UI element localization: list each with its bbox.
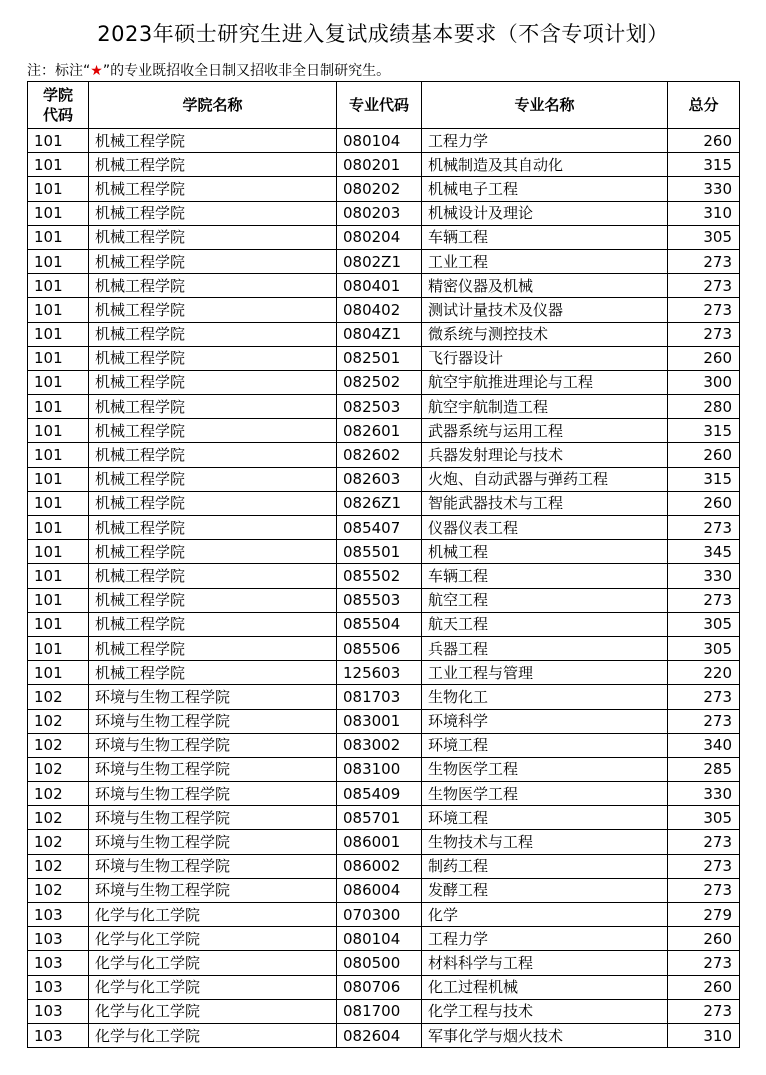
cell-college-code: 101 — [28, 661, 89, 685]
header-major-code: 专业代码 — [337, 82, 422, 129]
table-row — [28, 516, 740, 540]
cell-college-code: 101 — [28, 467, 89, 491]
cell-major-name: 化学 — [422, 903, 668, 927]
table-body — [28, 129, 740, 1048]
cell-college-code: 101 — [28, 177, 89, 201]
cell-total-score: 273 — [668, 685, 740, 709]
cell-total-score: 273 — [668, 516, 740, 540]
cell-college-code: 103 — [28, 975, 89, 999]
cell-major-name: 机械工程 — [422, 540, 668, 564]
cell-major-name: 兵器工程 — [422, 636, 668, 660]
cell-major-code: 086004 — [337, 878, 422, 902]
cell-college-name: 机械工程学院 — [89, 491, 337, 515]
cell-major-code: 080104 — [337, 129, 422, 153]
cell-total-score: 280 — [668, 395, 740, 419]
cell-total-score: 273 — [668, 999, 740, 1023]
cell-total-score: 279 — [668, 903, 740, 927]
cell-major-name: 材料科学与工程 — [422, 951, 668, 975]
cell-major-name: 化工过程机械 — [422, 975, 668, 999]
cell-major-code: 086001 — [337, 830, 422, 854]
cell-college-name: 环境与生物工程学院 — [89, 878, 337, 902]
cell-major-name: 车辆工程 — [422, 564, 668, 588]
cell-major-name: 工业工程与管理 — [422, 661, 668, 685]
table-row — [28, 274, 740, 298]
cell-college-code: 101 — [28, 298, 89, 322]
cell-total-score: 273 — [668, 249, 740, 273]
cell-major-code: 082604 — [337, 1023, 422, 1047]
table-row — [28, 782, 740, 806]
cell-major-code: 083002 — [337, 733, 422, 757]
cell-college-name: 机械工程学院 — [89, 201, 337, 225]
cell-college-code: 102 — [28, 757, 89, 781]
table-row — [28, 540, 740, 564]
cell-major-code: 0826Z1 — [337, 491, 422, 515]
cell-major-name: 生物医学工程 — [422, 757, 668, 781]
cell-college-code: 101 — [28, 443, 89, 467]
cell-major-name: 生物化工 — [422, 685, 668, 709]
cell-college-name: 机械工程学院 — [89, 249, 337, 273]
table-row — [28, 999, 740, 1023]
cell-total-score: 273 — [668, 951, 740, 975]
cell-major-code: 085504 — [337, 612, 422, 636]
cell-major-code: 080401 — [337, 274, 422, 298]
cell-major-code: 082501 — [337, 346, 422, 370]
cell-college-code: 103 — [28, 927, 89, 951]
cell-college-code: 102 — [28, 685, 89, 709]
table-row — [28, 757, 740, 781]
table-row — [28, 298, 740, 322]
header-college-name: 学院名称 — [89, 82, 337, 129]
cell-major-name: 工程力学 — [422, 927, 668, 951]
cell-total-score: 273 — [668, 830, 740, 854]
cell-major-code: 085407 — [337, 516, 422, 540]
note-suffix: ”的专业既招收全日制又招收非全日制研究生。 — [102, 63, 391, 79]
table-row — [28, 395, 740, 419]
table-row — [28, 975, 740, 999]
cell-major-name: 航空工程 — [422, 588, 668, 612]
cell-college-name: 环境与生物工程学院 — [89, 782, 337, 806]
cell-college-name: 环境与生物工程学院 — [89, 854, 337, 878]
cell-college-name: 环境与生物工程学院 — [89, 757, 337, 781]
cell-major-name: 车辆工程 — [422, 225, 668, 249]
cell-major-name: 精密仪器及机械 — [422, 274, 668, 298]
cell-college-code: 101 — [28, 612, 89, 636]
cell-total-score: 273 — [668, 878, 740, 902]
cell-major-name: 智能武器技术与工程 — [422, 491, 668, 515]
table-row — [28, 733, 740, 757]
cell-major-code: 081703 — [337, 685, 422, 709]
table-row — [28, 806, 740, 830]
cell-major-name: 发酵工程 — [422, 878, 668, 902]
table-row — [28, 153, 740, 177]
cell-major-name: 火炮、自动武器与弹药工程 — [422, 467, 668, 491]
cell-college-code: 102 — [28, 782, 89, 806]
cell-college-name: 机械工程学院 — [89, 177, 337, 201]
cell-college-code: 102 — [28, 709, 89, 733]
cell-total-score: 305 — [668, 612, 740, 636]
cell-total-score: 305 — [668, 225, 740, 249]
table-row — [28, 419, 740, 443]
cell-college-name: 环境与生物工程学院 — [89, 709, 337, 733]
cell-major-name: 飞行器设计 — [422, 346, 668, 370]
cell-college-name: 机械工程学院 — [89, 322, 337, 346]
cell-total-score: 305 — [668, 636, 740, 660]
cell-major-name: 工业工程 — [422, 249, 668, 273]
cell-college-name: 环境与生物工程学院 — [89, 830, 337, 854]
cell-total-score: 315 — [668, 467, 740, 491]
cell-total-score: 315 — [668, 153, 740, 177]
cell-college-code: 103 — [28, 903, 89, 927]
cell-college-code: 102 — [28, 806, 89, 830]
cell-total-score: 315 — [668, 419, 740, 443]
table-row — [28, 709, 740, 733]
cell-major-code: 080706 — [337, 975, 422, 999]
cell-college-code: 101 — [28, 201, 89, 225]
cell-college-name: 机械工程学院 — [89, 129, 337, 153]
cell-total-score: 300 — [668, 370, 740, 394]
cell-major-code: 0802Z1 — [337, 249, 422, 273]
cell-major-name: 化学工程与技术 — [422, 999, 668, 1023]
cell-total-score: 260 — [668, 975, 740, 999]
cell-total-score: 310 — [668, 201, 740, 225]
cell-major-name: 航空宇航推进理论与工程 — [422, 370, 668, 394]
table-row — [28, 685, 740, 709]
cell-major-code: 080204 — [337, 225, 422, 249]
table-row — [28, 564, 740, 588]
cell-college-code: 101 — [28, 540, 89, 564]
cell-total-score: 273 — [668, 298, 740, 322]
cell-major-code: 085506 — [337, 636, 422, 660]
cell-major-code: 082502 — [337, 370, 422, 394]
cell-college-name: 机械工程学院 — [89, 298, 337, 322]
cell-college-name: 机械工程学院 — [89, 153, 337, 177]
cell-major-name: 武器系统与运用工程 — [422, 419, 668, 443]
cell-college-code: 102 — [28, 854, 89, 878]
cell-major-name: 环境科学 — [422, 709, 668, 733]
cell-major-code: 085701 — [337, 806, 422, 830]
cell-major-code: 086002 — [337, 854, 422, 878]
cell-college-code: 101 — [28, 346, 89, 370]
cell-total-score: 330 — [668, 177, 740, 201]
table-row — [28, 1023, 740, 1047]
cell-college-name: 化学与化工学院 — [89, 975, 337, 999]
table-row — [28, 830, 740, 854]
header-college-code — [28, 82, 89, 129]
cell-college-name: 机械工程学院 — [89, 588, 337, 612]
cell-major-code: 080202 — [337, 177, 422, 201]
score-table — [27, 81, 740, 1048]
cell-major-name: 兵器发射理论与技术 — [422, 443, 668, 467]
table-row — [28, 661, 740, 685]
cell-major-code: 085502 — [337, 564, 422, 588]
cell-major-code: 080402 — [337, 298, 422, 322]
cell-college-name: 机械工程学院 — [89, 661, 337, 685]
cell-major-name: 机械制造及其自动化 — [422, 153, 668, 177]
cell-college-code: 102 — [28, 830, 89, 854]
table-row — [28, 201, 740, 225]
cell-total-score: 345 — [668, 540, 740, 564]
cell-major-code: 082503 — [337, 395, 422, 419]
cell-college-code: 101 — [28, 491, 89, 515]
cell-total-score: 220 — [668, 661, 740, 685]
cell-major-name: 环境工程 — [422, 733, 668, 757]
star-icon: ★ — [90, 63, 103, 79]
cell-college-name: 机械工程学院 — [89, 346, 337, 370]
cell-college-code: 101 — [28, 153, 89, 177]
table-row — [28, 249, 740, 273]
cell-major-code: 082601 — [337, 419, 422, 443]
cell-major-name: 测试计量技术及仪器 — [422, 298, 668, 322]
note-prefix: 注：标注“ — [27, 63, 91, 79]
cell-major-code: 083001 — [337, 709, 422, 733]
cell-college-code: 102 — [28, 878, 89, 902]
cell-college-code: 101 — [28, 370, 89, 394]
cell-major-code: 083100 — [337, 757, 422, 781]
cell-total-score: 273 — [668, 854, 740, 878]
cell-college-name: 环境与生物工程学院 — [89, 806, 337, 830]
table-header-row — [28, 82, 740, 129]
table-row — [28, 927, 740, 951]
table-row — [28, 346, 740, 370]
cell-college-code: 101 — [28, 636, 89, 660]
table-note — [27, 60, 390, 80]
cell-college-name: 机械工程学院 — [89, 636, 337, 660]
cell-major-code: 0804Z1 — [337, 322, 422, 346]
cell-major-code: 080201 — [337, 153, 422, 177]
table-row — [28, 177, 740, 201]
cell-college-code: 101 — [28, 588, 89, 612]
cell-total-score: 273 — [668, 322, 740, 346]
table-row — [28, 467, 740, 491]
cell-college-name: 机械工程学院 — [89, 370, 337, 394]
header-college-code-label: 学院代码 — [42, 86, 73, 124]
cell-college-name: 化学与化工学院 — [89, 903, 337, 927]
cell-major-name: 微系统与测控技术 — [422, 322, 668, 346]
cell-major-code: 082602 — [337, 443, 422, 467]
cell-college-code: 101 — [28, 419, 89, 443]
cell-college-name: 机械工程学院 — [89, 612, 337, 636]
cell-major-code: 085503 — [337, 588, 422, 612]
cell-major-code: 125603 — [337, 661, 422, 685]
cell-college-name: 化学与化工学院 — [89, 951, 337, 975]
cell-college-name: 环境与生物工程学院 — [89, 733, 337, 757]
cell-total-score: 273 — [668, 274, 740, 298]
cell-college-name: 机械工程学院 — [89, 419, 337, 443]
table-row — [28, 491, 740, 515]
cell-major-code: 080500 — [337, 951, 422, 975]
cell-total-score: 285 — [668, 757, 740, 781]
cell-major-code: 085501 — [337, 540, 422, 564]
cell-major-code: 080203 — [337, 201, 422, 225]
cell-college-name: 机械工程学院 — [89, 540, 337, 564]
table-row — [28, 370, 740, 394]
cell-college-name: 机械工程学院 — [89, 443, 337, 467]
cell-total-score: 260 — [668, 443, 740, 467]
cell-major-name: 工程力学 — [422, 129, 668, 153]
cell-total-score: 305 — [668, 806, 740, 830]
cell-college-code: 101 — [28, 249, 89, 273]
header-major-name: 专业名称 — [422, 82, 668, 129]
cell-college-code: 101 — [28, 564, 89, 588]
cell-college-code: 101 — [28, 322, 89, 346]
cell-major-name: 机械电子工程 — [422, 177, 668, 201]
cell-major-name: 生物技术与工程 — [422, 830, 668, 854]
cell-total-score: 273 — [668, 709, 740, 733]
table-row — [28, 903, 740, 927]
cell-major-code: 082603 — [337, 467, 422, 491]
cell-college-name: 化学与化工学院 — [89, 1023, 337, 1047]
cell-major-code: 085409 — [337, 782, 422, 806]
cell-college-name: 机械工程学院 — [89, 225, 337, 249]
table-row — [28, 636, 740, 660]
cell-college-code: 103 — [28, 951, 89, 975]
table-row — [28, 129, 740, 153]
cell-major-name: 军事化学与烟火技术 — [422, 1023, 668, 1047]
header-total-score: 总分 — [668, 82, 740, 129]
cell-major-name: 生物医学工程 — [422, 782, 668, 806]
cell-total-score: 340 — [668, 733, 740, 757]
table-row — [28, 854, 740, 878]
cell-college-name: 化学与化工学院 — [89, 999, 337, 1023]
cell-total-score: 310 — [668, 1023, 740, 1047]
cell-college-code: 101 — [28, 129, 89, 153]
cell-total-score: 260 — [668, 129, 740, 153]
cell-college-name: 环境与生物工程学院 — [89, 685, 337, 709]
cell-college-code: 102 — [28, 733, 89, 757]
cell-total-score: 273 — [668, 588, 740, 612]
table-row — [28, 588, 740, 612]
cell-college-code: 101 — [28, 395, 89, 419]
cell-major-name: 制药工程 — [422, 854, 668, 878]
cell-major-name: 仪器仪表工程 — [422, 516, 668, 540]
table-row — [28, 951, 740, 975]
cell-major-code: 070300 — [337, 903, 422, 927]
cell-major-name: 航空宇航制造工程 — [422, 395, 668, 419]
cell-major-code: 080104 — [337, 927, 422, 951]
table-row — [28, 225, 740, 249]
cell-college-name: 机械工程学院 — [89, 516, 337, 540]
cell-college-name: 机械工程学院 — [89, 467, 337, 491]
cell-total-score: 260 — [668, 927, 740, 951]
table-row — [28, 443, 740, 467]
cell-college-code: 101 — [28, 225, 89, 249]
cell-total-score: 330 — [668, 782, 740, 806]
page-title: 2023年硕士研究生进入复试成绩基本要求（不含专项计划） — [97, 22, 669, 46]
cell-college-code: 101 — [28, 274, 89, 298]
table-row — [28, 322, 740, 346]
cell-college-name: 机械工程学院 — [89, 564, 337, 588]
cell-college-name: 机械工程学院 — [89, 274, 337, 298]
cell-college-name: 化学与化工学院 — [89, 927, 337, 951]
cell-major-name: 航天工程 — [422, 612, 668, 636]
cell-total-score: 330 — [668, 564, 740, 588]
cell-total-score: 260 — [668, 491, 740, 515]
cell-major-name: 环境工程 — [422, 806, 668, 830]
cell-college-code: 103 — [28, 999, 89, 1023]
cell-total-score: 260 — [668, 346, 740, 370]
cell-major-code: 081700 — [337, 999, 422, 1023]
cell-college-code: 101 — [28, 516, 89, 540]
cell-college-name: 机械工程学院 — [89, 395, 337, 419]
table-row — [28, 878, 740, 902]
table-row — [28, 612, 740, 636]
cell-major-name: 机械设计及理论 — [422, 201, 668, 225]
cell-college-code: 103 — [28, 1023, 89, 1047]
